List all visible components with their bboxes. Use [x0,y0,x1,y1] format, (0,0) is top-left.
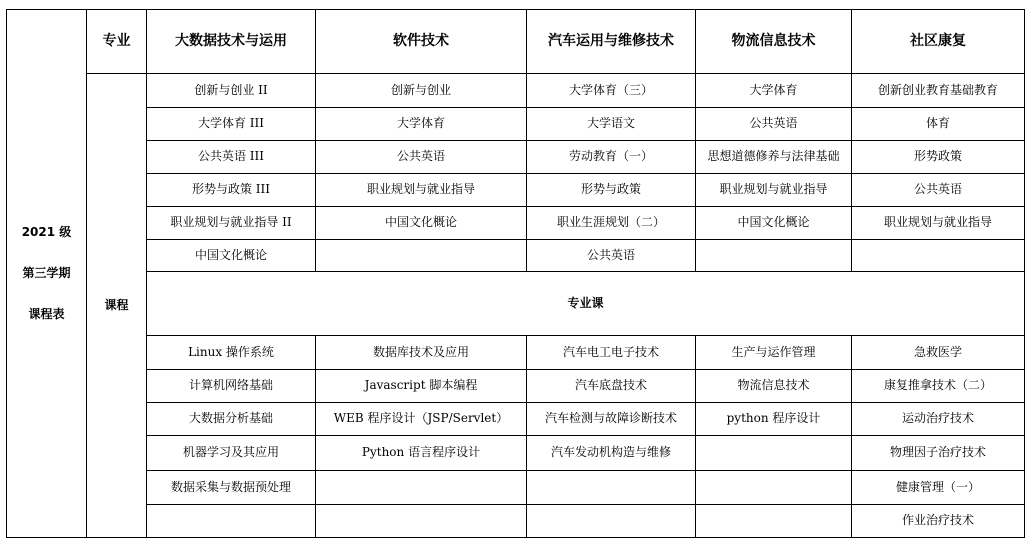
major-header-rehab: 社区康复 [852,10,1025,74]
table-cell: 大学体育（三） [527,74,696,108]
table-cell: 思想道德修养与法律基础 [696,141,852,174]
table-cell: 中国文化概论 [696,207,852,240]
table-cell [316,240,527,272]
table-row [7,436,1025,471]
table-row [7,370,1025,403]
table-cell: 形势与政策 III [147,174,316,207]
table-cell: 公共英语 [696,108,852,141]
table-cell: 形势政策 [852,141,1025,174]
table-cell: python 程序设计 [696,403,852,436]
course-label: 课程 [87,74,147,538]
table-cell: 作业治疗技术 [852,505,1025,538]
table-cell: 职业规划与就业指导 [696,174,852,207]
major-header-big-data: 大数据技术与运用 [147,10,316,74]
table-cell: 大学体育 [696,74,852,108]
table-cell: 职业规划与就业指导 [316,174,527,207]
table-cell [696,505,852,538]
table-cell: 职业生涯规划（二） [527,207,696,240]
table-cell: 物流信息技术 [696,370,852,403]
table-cell: 汽车检测与故障诊断技术 [527,403,696,436]
table-cell: 职业规划与就业指导 [852,207,1025,240]
table-cell: Javascript 脚本编程 [316,370,527,403]
table-cell: 数据采集与数据预处理 [147,471,316,505]
table-cell: 创新与创业 II [147,74,316,108]
table-cell: 汽车发动机构造与维修 [527,436,696,471]
table-cell: 创新创业教育基础教育 [852,74,1025,108]
table-row [7,207,1025,240]
table-row [7,240,1025,272]
table-row [7,108,1025,141]
table-cell: 中国文化概论 [147,240,316,272]
table-row [7,471,1025,505]
table-cell: 数据库技术及应用 [316,336,527,370]
section-row [7,272,1025,336]
table-cell: 中国文化概论 [316,207,527,240]
title-term: 第三学期 [22,266,71,280]
table-cell: Python 语言程序设计 [316,436,527,471]
major-header-label: 专业 [87,10,147,74]
table-cell: 公共英语 [852,174,1025,207]
table-row [7,74,1025,108]
table-cell: 机器学习及其应用 [147,436,316,471]
major-header-logistics: 物流信息技术 [696,10,852,74]
table-cell: 大数据分析基础 [147,403,316,436]
table-row [7,505,1025,538]
table-cell: 公共英语 [316,141,527,174]
header-row [7,10,1025,74]
table-row [7,403,1025,436]
table-cell: 计算机网络基础 [147,370,316,403]
table-cell: 大学语文 [527,108,696,141]
table-cell [527,471,696,505]
table-cell [147,505,316,538]
table-cell [696,471,852,505]
table-cell: 劳动教育（一） [527,141,696,174]
table-cell [527,505,696,538]
title-name: 课程表 [28,307,65,321]
table-cell [696,240,852,272]
table-cell: 职业规划与就业指导 II [147,207,316,240]
table-cell [316,505,527,538]
table-cell: 运动治疗技术 [852,403,1025,436]
table-cell [852,240,1025,272]
table-cell: 大学体育 III [147,108,316,141]
table-cell: 健康管理（一） [852,471,1025,505]
table-cell: 创新与创业 [316,74,527,108]
table-row [7,336,1025,370]
table-cell: 物理因子治疗技术 [852,436,1025,471]
major-header-software: 软件技术 [316,10,527,74]
table-row [7,141,1025,174]
table-cell: 公共英语 [527,240,696,272]
course-schedule-table [6,9,1025,538]
table-cell: 公共英语 III [147,141,316,174]
table-cell [696,436,852,471]
table-cell: Linux 操作系统 [147,336,316,370]
table-cell: 形势与政策 [527,174,696,207]
major-courses-section-heading: 专业课 [147,272,1025,336]
table-cell [316,471,527,505]
table-cell: 急救医学 [852,336,1025,370]
table-cell: 汽车电工电子技术 [527,336,696,370]
title-year: 2021 级 [21,225,72,239]
table-cell: 生产与运作管理 [696,336,852,370]
semester-title [7,10,87,538]
table-cell: 康复推拿技术（二） [852,370,1025,403]
table-cell: 体育 [852,108,1025,141]
table-row [7,174,1025,207]
table-cell: 大学体育 [316,108,527,141]
table-cell: 汽车底盘技术 [527,370,696,403]
table-cell: WEB 程序设计（JSP/Servlet） [316,403,527,436]
major-header-auto-repair: 汽车运用与维修技术 [527,10,696,74]
